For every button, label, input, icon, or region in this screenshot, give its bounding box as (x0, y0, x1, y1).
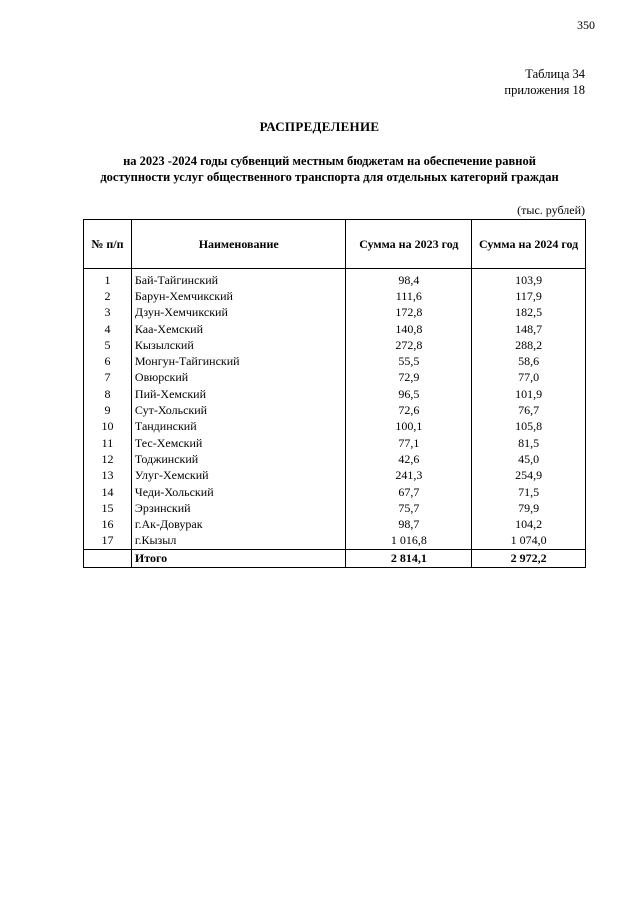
row-sum-2024: 81,5 (472, 435, 586, 451)
row-name: г.Кызыл (131, 533, 346, 550)
total-sum-2023: 2 814,1 (346, 550, 472, 568)
table-row (84, 269, 586, 289)
row-name: Тес-Хемский (131, 435, 346, 451)
row-sum-2024: 288,2 (472, 337, 586, 353)
table-row (84, 451, 586, 467)
row-number: 2 (84, 288, 132, 304)
row-sum-2024: 77,0 (472, 370, 586, 386)
row-name: Тандинский (131, 419, 346, 435)
subventions-table (83, 219, 586, 568)
row-sum-2023: 98,7 (346, 516, 472, 532)
table-row (84, 516, 586, 532)
row-sum-2023: 241,3 (346, 468, 472, 484)
table-row (84, 353, 586, 369)
row-number: 15 (84, 500, 132, 516)
row-name: г.Ак-Довурак (131, 516, 346, 532)
row-sum-2024: 117,9 (472, 288, 586, 304)
row-name: Кызылский (131, 337, 346, 353)
row-name: Овюрский (131, 370, 346, 386)
total-label: Итого (131, 550, 346, 568)
row-name: Чеди-Хольский (131, 484, 346, 500)
table-row (84, 386, 586, 402)
table-ref-line2: приложения 18 (504, 83, 585, 97)
table-row (84, 533, 586, 550)
row-sum-2024: 103,9 (472, 269, 586, 289)
header-sum-2024: Сумма на 2024 год (472, 220, 586, 269)
row-sum-2023: 100,1 (346, 419, 472, 435)
row-sum-2023: 96,5 (346, 386, 472, 402)
row-sum-2023: 75,7 (346, 500, 472, 516)
row-number: 5 (84, 337, 132, 353)
row-number: 6 (84, 353, 132, 369)
row-sum-2024: 105,8 (472, 419, 586, 435)
subtitle-line1: на 2023 -2024 годы субвенций местным бюджетам на обеспечение равной (123, 154, 536, 168)
document-title: РАСПРЕДЕЛЕНИЕ (259, 119, 380, 134)
row-number: 7 (84, 370, 132, 386)
row-sum-2023: 172,8 (346, 305, 472, 321)
table-row (84, 321, 586, 337)
row-sum-2023: 98,4 (346, 269, 472, 289)
table-row (84, 337, 586, 353)
row-name: Эрзинский (131, 500, 346, 516)
row-number: 4 (84, 321, 132, 337)
row-sum-2024: 45,0 (472, 451, 586, 467)
row-number: 3 (84, 305, 132, 321)
row-name: Пий-Хемский (131, 386, 346, 402)
table-row (84, 370, 586, 386)
table-row (84, 468, 586, 484)
subtitle-line2: доступности услуг общественного транспорта для отдельных категорий граждан (100, 170, 559, 184)
table-row (84, 419, 586, 435)
table-header-row (84, 220, 586, 269)
row-sum-2023: 42,6 (346, 451, 472, 467)
header-name: Наименование (131, 220, 346, 269)
header-number: № п/п (84, 220, 132, 269)
row-sum-2023: 55,5 (346, 353, 472, 369)
row-name: Монгун-Тайгинский (131, 353, 346, 369)
table-ref-line1: Таблица 34 (525, 67, 585, 81)
row-number: 10 (84, 419, 132, 435)
row-sum-2023: 72,6 (346, 402, 472, 418)
row-number: 9 (84, 402, 132, 418)
table-row (84, 402, 586, 418)
table-body (84, 269, 586, 568)
row-number: 12 (84, 451, 132, 467)
row-sum-2023: 77,1 (346, 435, 472, 451)
units-label: (тыс. рублей) (517, 203, 585, 217)
row-number: 13 (84, 468, 132, 484)
row-sum-2024: 182,5 (472, 305, 586, 321)
table-row (84, 500, 586, 516)
table-row (84, 435, 586, 451)
total-number (84, 550, 132, 568)
total-row (84, 550, 586, 568)
page-number: 350 (577, 18, 595, 32)
row-sum-2024: 254,9 (472, 468, 586, 484)
total-sum-2024: 2 972,2 (472, 550, 586, 568)
row-number: 8 (84, 386, 132, 402)
row-sum-2024: 101,9 (472, 386, 586, 402)
row-sum-2024: 76,7 (472, 402, 586, 418)
row-sum-2023: 111,6 (346, 288, 472, 304)
row-number: 17 (84, 533, 132, 550)
row-sum-2024: 58,6 (472, 353, 586, 369)
row-sum-2023: 67,7 (346, 484, 472, 500)
row-name: Сут-Хольский (131, 402, 346, 418)
row-sum-2023: 272,8 (346, 337, 472, 353)
row-sum-2024: 71,5 (472, 484, 586, 500)
row-name: Каа-Хемский (131, 321, 346, 337)
row-name: Барун-Хемчикский (131, 288, 346, 304)
row-sum-2024: 1 074,0 (472, 533, 586, 550)
row-number: 1 (84, 269, 132, 289)
table-row (84, 288, 586, 304)
row-sum-2023: 72,9 (346, 370, 472, 386)
table-row (84, 305, 586, 321)
row-name: Бай-Тайгинский (131, 269, 346, 289)
row-number: 14 (84, 484, 132, 500)
row-sum-2023: 140,8 (346, 321, 472, 337)
row-sum-2023: 1 016,8 (346, 533, 472, 550)
row-sum-2024: 79,9 (472, 500, 586, 516)
document-subtitle (92, 153, 567, 185)
row-sum-2024: 148,7 (472, 321, 586, 337)
row-name: Улуг-Хемский (131, 468, 346, 484)
row-number: 16 (84, 516, 132, 532)
row-name: Дзун-Хемчикский (131, 305, 346, 321)
row-name: Тоджинский (131, 451, 346, 467)
row-number: 11 (84, 435, 132, 451)
table-row (84, 484, 586, 500)
row-sum-2024: 104,2 (472, 516, 586, 532)
header-sum-2023: Сумма на 2023 год (346, 220, 472, 269)
table-reference (504, 66, 585, 98)
